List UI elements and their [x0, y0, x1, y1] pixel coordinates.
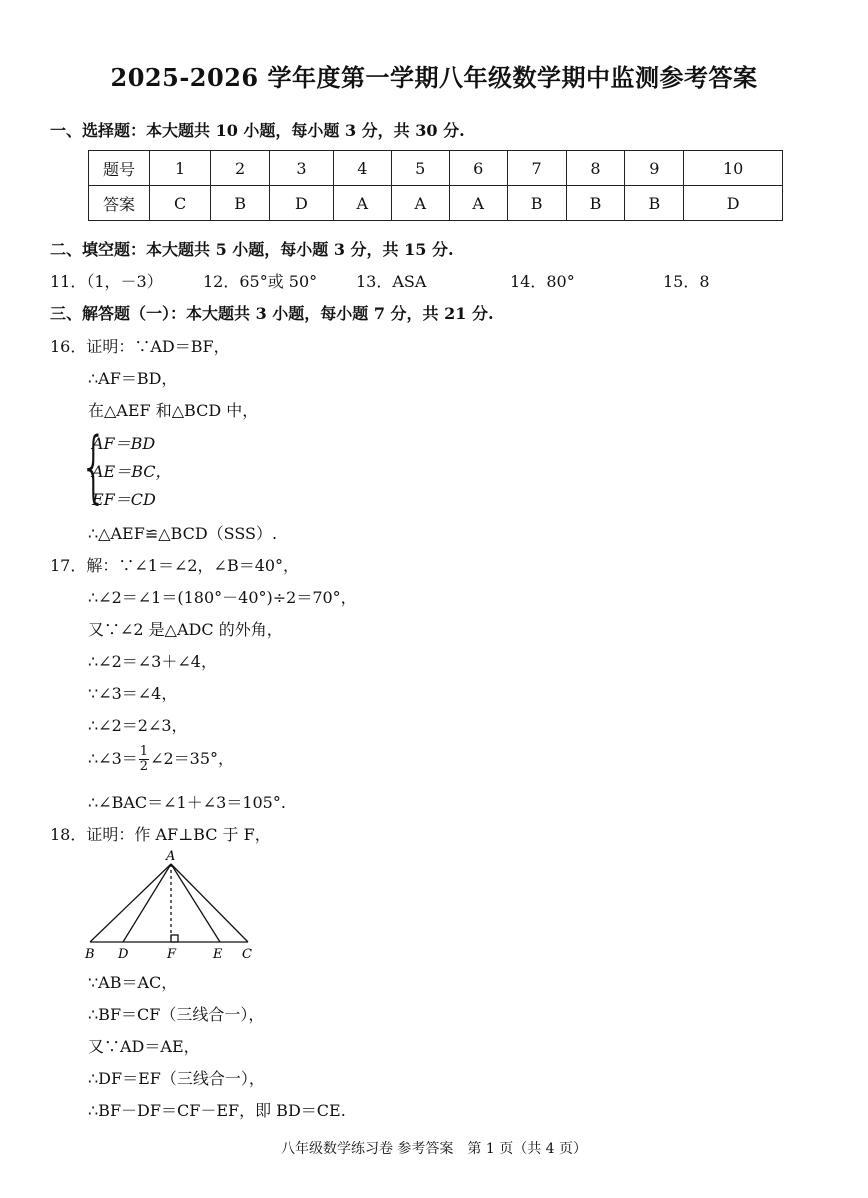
q18-line: ∴DF＝EF（三线合一），	[88, 1069, 265, 1088]
fraction-numerator: 1	[139, 744, 149, 759]
section1-heading: 一、选择题：本大题共 10 小题，每小题 3 分，共 30 分.	[50, 121, 465, 140]
q17-line: ∵∠3＝∠4，	[88, 684, 178, 703]
page-title: 2025-2026 学年度第一学期八年级数学期中监测参考答案	[110, 63, 758, 92]
table-cell: 6	[449, 151, 507, 186]
q18-line: ∴BF＝CF（三线合一），	[88, 1005, 265, 1024]
table-cell: B	[566, 186, 625, 221]
label-c: C	[242, 947, 252, 962]
q17-line: ∴∠2＝2∠3，	[88, 716, 188, 735]
q16-line: 16．证明：∵AD＝BF，	[50, 337, 230, 356]
q16-line: ∴AF＝BD，	[88, 369, 178, 388]
q16-line: 在△AEF 和△BCD 中，	[88, 401, 259, 420]
q17-line: ∴∠2＝∠1＝(180°－40°)÷2＝70°，	[88, 588, 357, 607]
q17-frac-pre: ∴∠3＝	[88, 749, 138, 768]
table-cell: D	[684, 186, 783, 221]
table-cell: 1	[150, 151, 211, 186]
label-a: A	[166, 849, 176, 864]
section3-heading: 三、解答题（一）：本大题共 3 小题，每小题 7 分，共 21 分.	[50, 304, 494, 323]
table-cell: A	[449, 186, 507, 221]
table-cell: B	[211, 186, 270, 221]
fill-answer-14: 14．80°	[510, 272, 575, 291]
q17-line: ∴∠2＝∠3＋∠4，	[88, 652, 217, 671]
system-brace: {	[80, 422, 108, 512]
right-angle-mark	[171, 935, 178, 942]
label-e: E	[213, 947, 223, 962]
table-cell: C	[150, 186, 211, 221]
q17-fraction-line	[88, 745, 234, 774]
triangle-figure	[80, 848, 270, 966]
label-d: D	[118, 947, 129, 962]
table-cell: A	[391, 186, 449, 221]
table-row	[89, 151, 783, 186]
q18-line: ∵AB＝AC，	[88, 973, 178, 992]
fraction-denominator: 2	[139, 759, 149, 774]
table-row-label: 答案	[89, 186, 150, 221]
segment-ae	[171, 864, 220, 942]
table-row	[89, 186, 783, 221]
section2-heading: 二、填空题：本大题共 5 小题，每小题 3 分，共 15 分.	[50, 240, 454, 259]
table-cell: A	[333, 186, 391, 221]
fill-answer-15: 15．8	[663, 272, 710, 291]
fraction	[139, 745, 149, 774]
fill-answer-13: 13．ASA	[356, 272, 427, 291]
q17-line: 17．解：∵∠1＝∠2，∠B＝40°，	[50, 556, 300, 575]
label-b: B	[85, 947, 95, 962]
fill-answer-11: 11．（1，－3）	[50, 272, 163, 291]
table-cell: D	[270, 186, 334, 221]
q18-line: ∴BF－DF＝CF－EF，即 BD＝CE.	[88, 1101, 346, 1120]
table-cell: 5	[391, 151, 449, 186]
q16-line: ∴△AEF≌△BCD（SSS）.	[88, 524, 278, 543]
q16-line: AE＝BC，	[92, 462, 172, 481]
segment-ac	[171, 864, 248, 942]
label-f: F	[167, 947, 177, 962]
table-row-label: 题号	[89, 151, 150, 186]
table-cell: 8	[566, 151, 625, 186]
answer-table	[88, 150, 783, 221]
q17-line: 又∵∠2 是△ADC 的外角，	[88, 620, 283, 639]
q16-line: EF＝CD	[92, 490, 156, 509]
table-cell: 10	[684, 151, 783, 186]
table-cell: 2	[211, 151, 270, 186]
q16-line: AF＝BD	[92, 434, 156, 453]
page-footer: 八年级数学练习卷 参考答案 第 1 页（共 4 页）	[280, 1141, 588, 1157]
fill-answer-12: 12．65°或 50°	[203, 272, 318, 291]
table-cell: 3	[270, 151, 334, 186]
q18-line: 18．证明：作 AF⊥BC 于 F，	[50, 825, 271, 844]
table-cell: 7	[507, 151, 566, 186]
table-cell: B	[625, 186, 684, 221]
table-cell: B	[507, 186, 566, 221]
table-cell: 9	[625, 151, 684, 186]
table-cell: 4	[333, 151, 391, 186]
q17-line: ∴∠BAC＝∠1＋∠3＝105°.	[88, 793, 286, 812]
q18-line: 又∵AD＝AE，	[88, 1037, 200, 1056]
q17-frac-post: ∠2＝35°，	[150, 749, 235, 768]
